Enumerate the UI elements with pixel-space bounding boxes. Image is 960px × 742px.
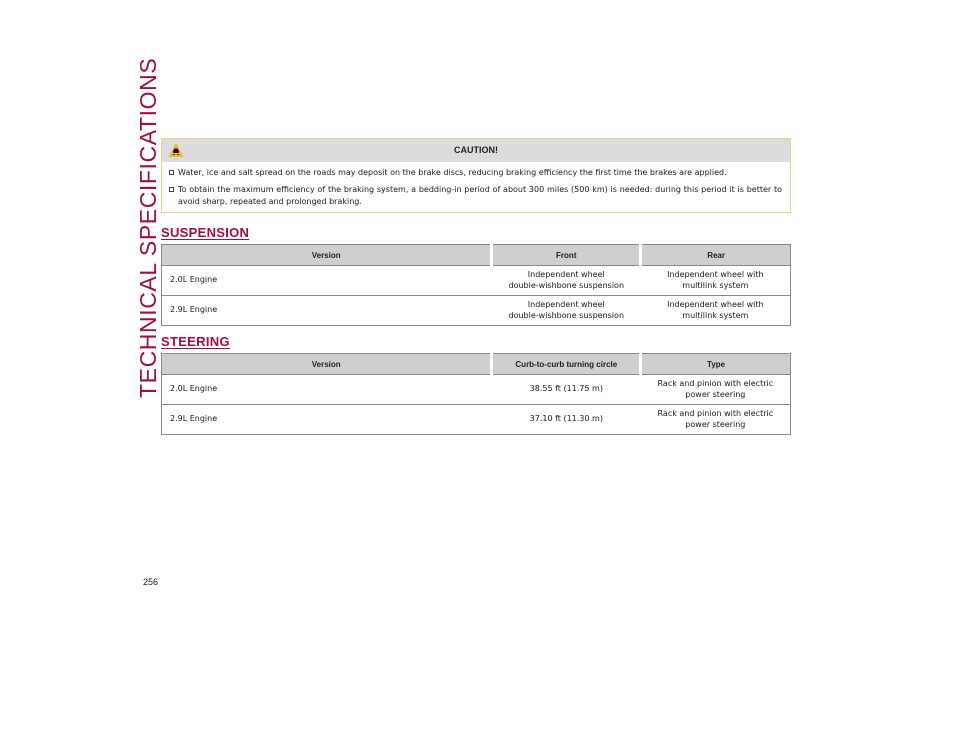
cell-turning-circle: 37.10 ft (11.30 m) xyxy=(492,405,641,435)
caution-item-text: To obtain the maximum efficiency of the braking system, a bedding-in period of about 300 miles (500 km) is needed: during this period it is better to avoid sharp, repeated and prolonged braking. xyxy=(178,185,782,206)
column-header-turning-circle: Curb-to-curb turning circle xyxy=(492,354,641,375)
column-header-version: Version xyxy=(162,354,492,375)
cell-type xyxy=(641,375,791,405)
caution-box xyxy=(161,138,791,213)
suspension-heading: SUSPENSION xyxy=(161,225,250,240)
cell-type-line: power steering xyxy=(685,419,746,429)
steering-table xyxy=(161,353,791,435)
cell-front-line: Independent wheel xyxy=(527,300,605,309)
page-number: 256 xyxy=(143,577,159,587)
cell-type-line: power steering xyxy=(685,389,746,399)
caution-item-text: Water, ice and salt spread on the roads may deposit on the brake discs, reducing braking efficiency the first time the brakes are applied. xyxy=(178,168,727,177)
cell-front xyxy=(492,266,641,296)
cell-version: 2.9L Engine xyxy=(162,405,492,435)
cell-type-line: Rack and pinion with electric xyxy=(657,409,774,418)
column-header-version: Version xyxy=(162,245,492,266)
square-bullet-icon xyxy=(169,187,174,192)
cell-rear-line: multilink system xyxy=(682,310,749,320)
caution-header xyxy=(162,139,790,162)
cell-version: 2.0L Engine xyxy=(162,375,492,405)
table-header-row xyxy=(162,354,791,375)
table-row xyxy=(162,375,791,405)
cell-version: 2.9L Engine xyxy=(162,296,492,326)
suspension-table xyxy=(161,244,791,326)
steering-heading: STEERING xyxy=(161,334,230,349)
table-row xyxy=(162,405,791,435)
caution-item xyxy=(169,167,782,179)
caution-item xyxy=(169,184,782,208)
cell-rear-line: multilink system xyxy=(682,280,749,290)
column-header-front: Front xyxy=(492,245,641,266)
caution-title: CAUTION! xyxy=(454,145,498,155)
cell-front-line: double-wishbone suspension xyxy=(508,280,625,290)
table-header-row xyxy=(162,245,791,266)
cell-turning-circle: 38.55 ft (11.75 m) xyxy=(492,375,641,405)
cell-version: 2.0L Engine xyxy=(162,266,492,296)
car-skid-warning-icon xyxy=(168,142,184,158)
table-row xyxy=(162,296,791,326)
cell-front-line: double-wishbone suspension xyxy=(508,310,625,320)
caution-list xyxy=(162,162,790,208)
cell-type-line: Rack and pinion with electric xyxy=(657,379,774,388)
cell-rear xyxy=(641,296,791,326)
table-row xyxy=(162,266,791,296)
cell-type xyxy=(641,405,791,435)
section-side-title: TECHNICAL SPECIFICATIONS xyxy=(135,57,161,398)
square-bullet-icon xyxy=(169,170,174,175)
cell-front xyxy=(492,296,641,326)
cell-rear-line: Independent wheel with xyxy=(667,270,764,279)
column-header-rear: Rear xyxy=(641,245,791,266)
cell-rear xyxy=(641,266,791,296)
column-header-type: Type xyxy=(641,354,791,375)
cell-rear-line: Independent wheel with xyxy=(667,300,764,309)
cell-front-line: Independent wheel xyxy=(527,270,605,279)
